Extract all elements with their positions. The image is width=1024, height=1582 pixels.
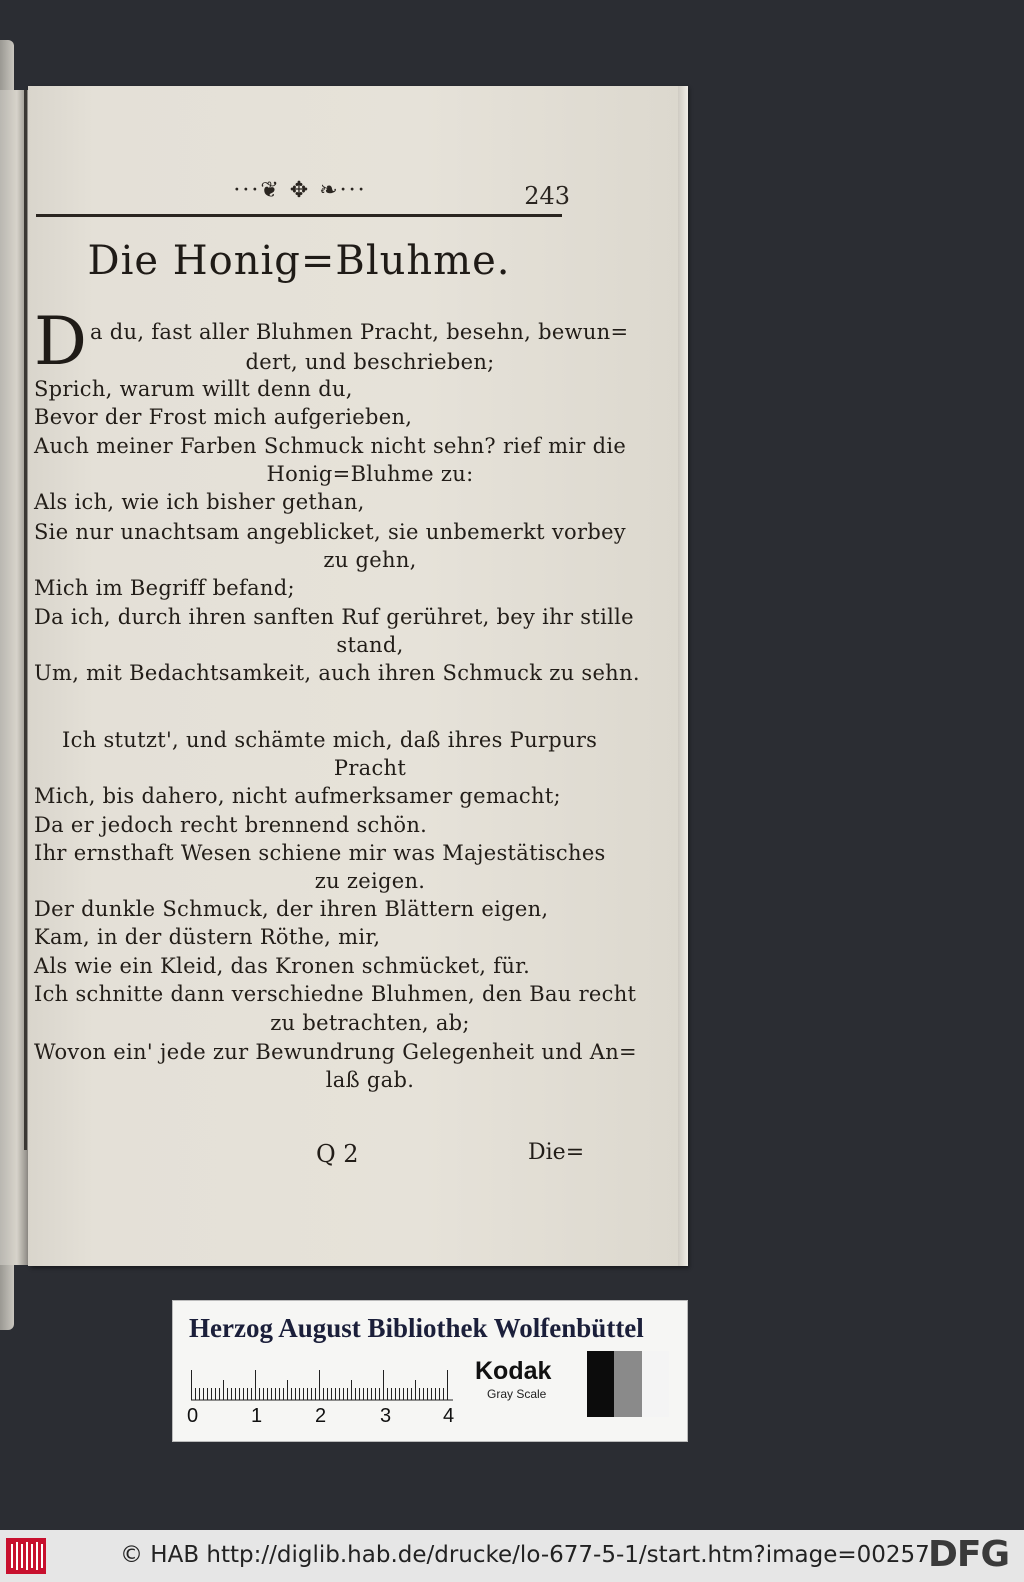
verse-line: Pracht <box>333 756 407 780</box>
poem-title: Die Honig=Bluhme. <box>87 238 511 284</box>
verse-line: Ihr ernsthaft Wesen schiene mir was Majestätisches <box>34 841 606 865</box>
page-fore-edge <box>678 86 688 1266</box>
verse-line: Ich schnitte dann verschiedne Bluhmen, den Bau recht <box>34 982 637 1006</box>
library-name: Herzog August Bibliothek Wolfenbüttel <box>189 1313 644 1343</box>
header-rule <box>36 214 562 217</box>
gray-swatches <box>587 1351 669 1417</box>
hab-logo-icon <box>6 1538 46 1574</box>
ruler-number: 2 <box>315 1405 327 1427</box>
verse-line: laß gab. <box>325 1068 415 1092</box>
swatch-white <box>642 1351 669 1417</box>
dfg-logo: DFG <box>928 1534 1010 1575</box>
verse-line: Da ich, durch ihren sanften Ruf gerühret, bey ihr stille <box>34 605 634 629</box>
signature-mark: Q 2 <box>316 1140 359 1168</box>
verse-line: Sprich, warum willt denn du, <box>34 377 353 401</box>
header-ornament: ···❦ ✥ ❧··· <box>233 178 367 203</box>
ruler-scale <box>191 1367 453 1401</box>
verse-line: zu zeigen. <box>314 869 426 893</box>
verse-line: dert, und beschrieben; <box>245 350 495 374</box>
verse-line: Als ich, wie ich bisher gethan, <box>34 490 365 514</box>
ruler-number: 4 <box>443 1405 455 1427</box>
ruler-number: 3 <box>380 1405 392 1427</box>
catchword: Die= <box>528 1140 585 1165</box>
page-number: 243 <box>524 182 570 210</box>
verse-line: Da er jedoch recht brennend schön. <box>34 813 428 837</box>
verse-line: stand, <box>336 633 404 657</box>
verse-line: Um, mit Bedachtsamkeit, auch ihren Schmuck zu sehn. <box>34 661 640 685</box>
ruler-number: 0 <box>187 1405 199 1427</box>
verse-line: Honig=Bluhme zu: <box>266 462 474 486</box>
verse-line: Bevor der Frost mich aufgerieben, <box>34 405 413 429</box>
gray-scale-label: Gray Scale <box>487 1387 547 1401</box>
verse-line: Mich, bis dahero, nicht aufmerksamer gemacht; <box>34 784 561 808</box>
copyright-link[interactable]: © HAB http://diglib.hab.de/drucke/lo-677-5-1/start.htm?image=00257 <box>120 1542 930 1568</box>
kodak-logo: Kodak <box>475 1357 552 1385</box>
swatch-gray <box>614 1351 641 1417</box>
verse-line: Kam, in der düstern Röthe, mir, <box>34 925 381 949</box>
verse-line: zu gehn, <box>323 548 417 572</box>
verse-line: Wovon ein' jede zur Bewundrung Gelegenheit und An= <box>34 1040 637 1064</box>
verse-line: a du, fast aller Bluhmen Pracht, besehn, bewun= <box>90 320 629 344</box>
swatch-black <box>587 1351 614 1417</box>
gutter-shadow <box>24 90 27 1150</box>
verse-line: zu betrachten, ab; <box>270 1011 470 1035</box>
ruler-number: 1 <box>251 1405 263 1427</box>
verse-line: Als wie ein Kleid, das Kronen schmücket, für. <box>34 954 531 978</box>
color-reference-card <box>172 1300 688 1442</box>
verse-line: Auch meiner Farben Schmuck nicht sehn? rief mir die <box>34 434 627 458</box>
drop-capital: D <box>34 303 87 380</box>
verse-line: Der dunkle Schmuck, der ihren Blättern eigen, <box>34 897 549 921</box>
verse-line: Sie nur unachtsam angeblicket, sie unbemerkt vorbey <box>34 520 626 544</box>
footer-bar <box>0 1530 1024 1582</box>
verse-line: Mich im Begriff befand; <box>34 576 295 600</box>
verse-line: Ich stutzt', und schämte mich, daß ihres Purpurs <box>62 728 598 752</box>
